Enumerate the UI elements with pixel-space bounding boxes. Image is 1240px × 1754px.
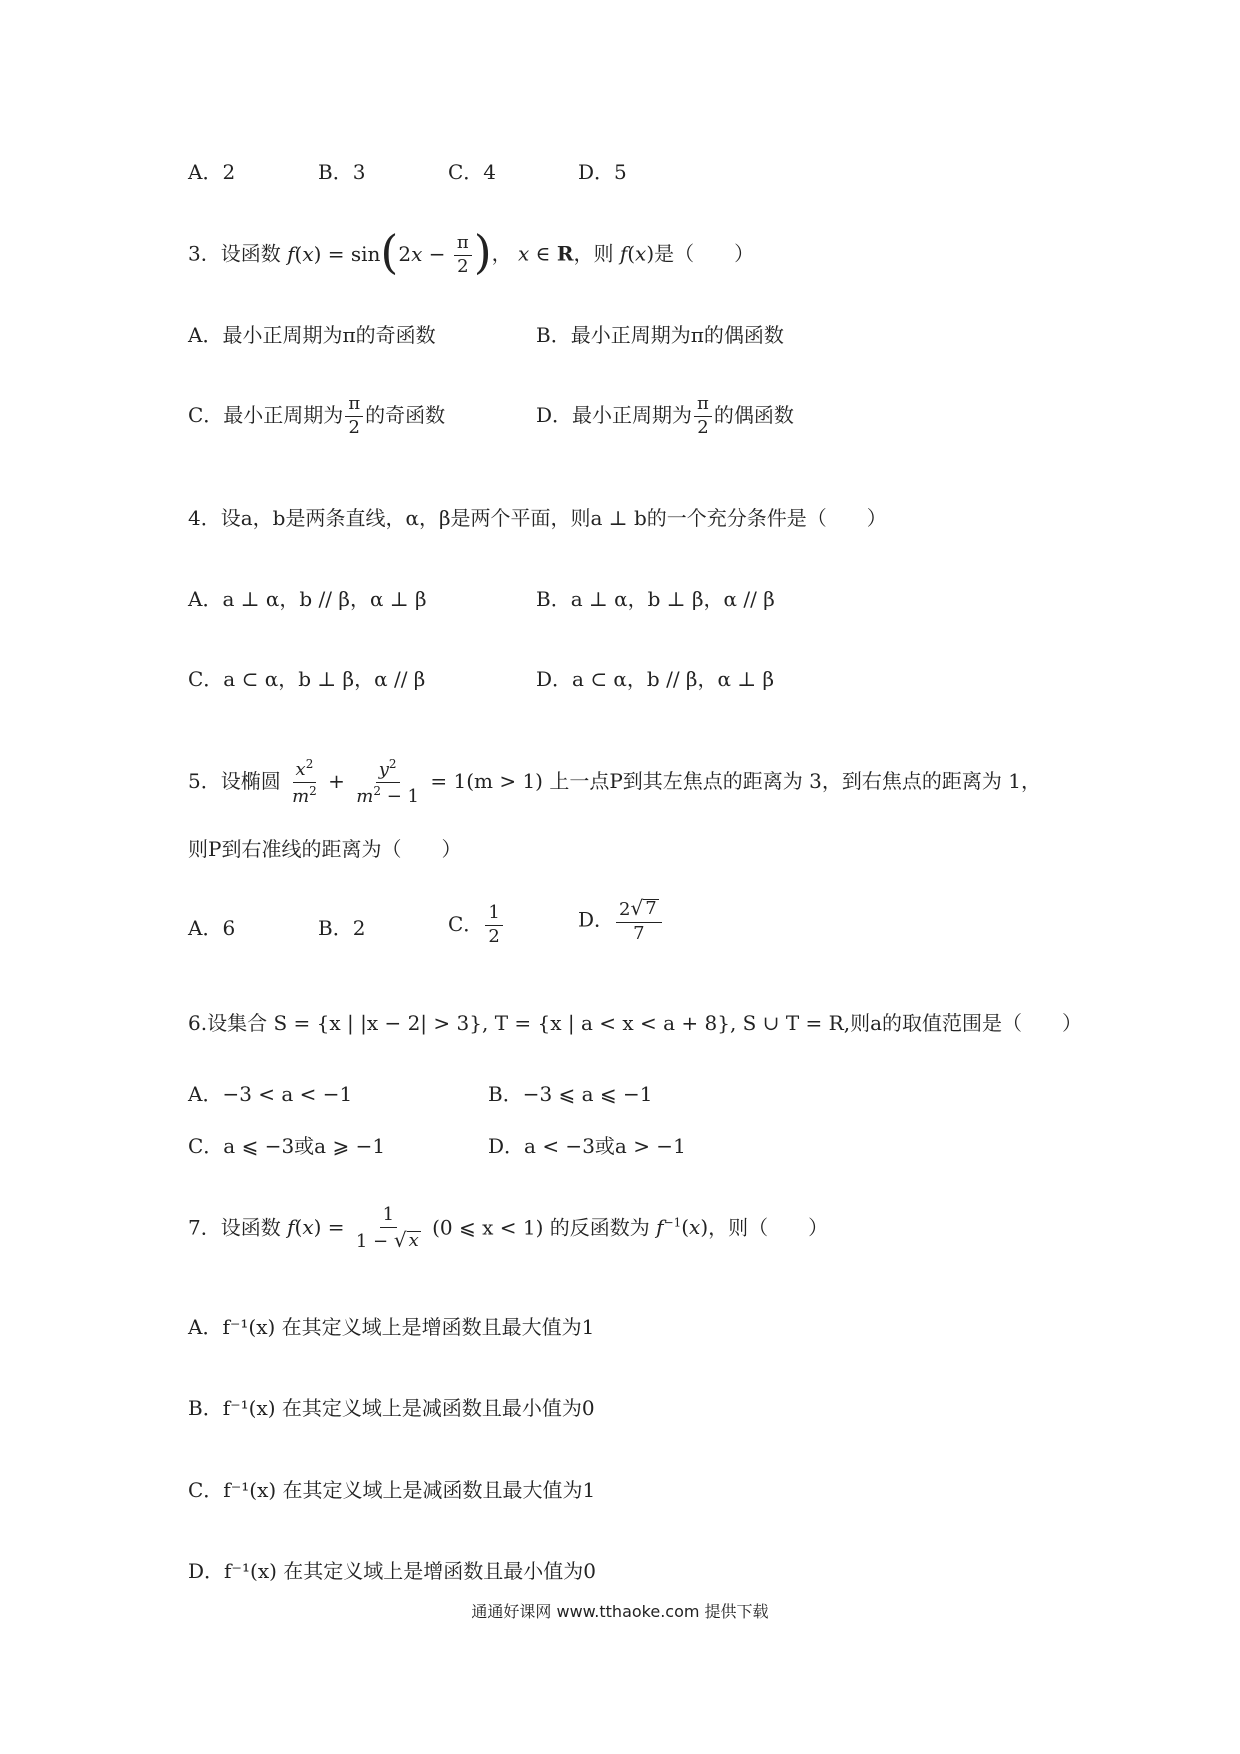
q7-close: ） [808, 1215, 829, 1240]
q5-close: ） [441, 837, 462, 861]
q5-option-b: B．2 [318, 916, 366, 940]
q6-stem: 6.设集合 S = {x | |x − 2| > 3}, T = {x | a < x < a + 8}, S ∪ T = R,则a的取值范围是（ ） [188, 1011, 1082, 1035]
q3-option-c-pre: C．最小正周期为 [188, 402, 344, 427]
q2-option-c: C．4 [448, 160, 497, 184]
q7-function-expression: f(x) = 1 1 − √ x [287, 1215, 426, 1239]
q4-option-c: C．a ⊂ α，b ⊥ β，α // β [188, 667, 426, 691]
q3-text-2: ， [491, 241, 512, 266]
q5-stem [188, 758, 1041, 807]
q6-option-c: C．a ⩽ −3或a ⩾ −1 [188, 1134, 386, 1158]
q7-option-b: B．f⁻¹(x) 在其定义域上是减函数且最小值为0 [188, 1396, 595, 1420]
q5-line-2 [188, 839, 461, 859]
q7-tail: ，则（ [708, 1215, 769, 1240]
q6-option-d: D．a < −3或a > −1 [488, 1134, 686, 1158]
q7-option-c: C．f⁻¹(x) 在其定义域上是减函数且最大值为1 [188, 1478, 596, 1502]
q5-option-a: A．6 [188, 916, 236, 940]
q5-option-d [578, 898, 664, 944]
set-t: T = {x | a < x < a + 8} [494, 1011, 730, 1035]
one-half-fraction: $\frac{1}{2}$ [485, 904, 502, 947]
q3-function-expression: f(x) = sin(2x − $\frac{\pi}{2}$ ) [287, 225, 492, 279]
pi-over-2-fraction: $\frac{\pi}{2}$ [694, 395, 712, 438]
q5-option-c [448, 904, 505, 947]
x2-over-m2-fraction: $\frac{x^2}{m^2}$ [292, 757, 317, 807]
q7-option-a: A．f⁻¹(x) 在其定义域上是增函数且最大值为1 [188, 1315, 595, 1339]
q5-option-d-label: D． [578, 907, 615, 932]
q5-condition: = 1(m > 1) [430, 768, 543, 793]
q3-text-5: ） [734, 241, 755, 266]
q7-condition: (0 ⩽ x < 1) [432, 1215, 544, 1240]
page-footer: 通通好课网 www.tthaoke.com 提供下载 [471, 1602, 769, 1621]
q3-option-d-pre: D．最小正周期为 [536, 402, 693, 427]
q3-option-c-post: 的奇函数 [365, 402, 446, 427]
q3-text-4: 是（ [654, 241, 695, 266]
q2-option-a: A．2 [188, 160, 236, 184]
pi-over-2-fraction: $\frac{\pi}{2}$ [454, 234, 472, 277]
q2-option-d: D．5 [578, 160, 627, 184]
q5-rest: 上一点P到其左焦点的距离为 3，到右焦点的距离为 1， [549, 768, 1041, 793]
union-condition: S ∪ T = R [742, 1011, 844, 1035]
q3-text-3: ，则 [573, 241, 614, 266]
q7-stem [188, 1206, 828, 1252]
q2-option-b: B．3 [318, 160, 366, 184]
pi-over-2-fraction: $\frac{\pi}{2}$ [345, 395, 363, 438]
two-root7-over-7-fraction: 2 √ 7 7 [616, 898, 662, 944]
q7-number: 7．设函数 [188, 1215, 281, 1240]
q4-option-a: A．a ⊥ α，b // β，α ⊥ β [188, 587, 427, 611]
q3-option-b: B．最小正周期为π的偶函数 [536, 323, 784, 347]
q4-option-b: B．a ⊥ α，b ⊥ β，α // β [536, 587, 775, 611]
q3-option-d-post: 的偶函数 [713, 402, 794, 427]
ellipse-equation: $\frac{x^2}{m^2}$ + $\frac{y^2}{m^2 - 1}$ [287, 769, 430, 793]
q4-stem [188, 508, 887, 528]
q3-option-c [188, 395, 445, 438]
q3-number: 3． [188, 241, 221, 266]
q4-close: ） [866, 506, 887, 530]
q3-fx: f(x) [619, 241, 655, 266]
q3-option-a: A．最小正周期为π的奇函数 [188, 323, 436, 347]
set-s: S = {x | |x − 2| > 3} [273, 1011, 482, 1035]
y2-over-m2-minus-1-fraction: $\frac{y^2}{m^2 - 1}$ [356, 757, 419, 807]
one-over-1-minus-root-x-fraction: 1 1 − √ x [355, 1204, 419, 1252]
q3-stem [188, 225, 755, 279]
q4-option-d: D．a ⊂ α，b // β，α ⊥ β [536, 667, 775, 691]
q7-option-d: D．f⁻¹(x) 在其定义域上是增函数且最小值为0 [188, 1559, 596, 1583]
q7-mid: 的反函数为 [549, 1215, 650, 1240]
q5-number: 5．设椭圆 [188, 768, 281, 793]
q3-option-d [536, 395, 794, 438]
q5-option-c-label: C． [448, 911, 484, 936]
q6-number: 6.设集合 [188, 1011, 268, 1035]
inverse-function: $f^{-1}(x)$ [656, 1215, 709, 1240]
q3-domain: x ∈ R [518, 241, 574, 266]
q3-text-1: 设函数 [220, 241, 281, 266]
q5-line-2-text: 则P到右准线的距离为（ [188, 837, 402, 861]
q6-close: ） [1062, 1011, 1082, 1035]
q6-option-b: B．−3 ⩽ a ⩽ −1 [488, 1082, 653, 1106]
q4-stem-text: 4．设a，b是两条直线，α，β是两个平面，则a ⊥ b的一个充分条件是（ [188, 506, 827, 530]
q6-option-a: A．−3 < a < −1 [188, 1082, 353, 1106]
q6-tail: ,则a的取值范围是（ [843, 1011, 1022, 1035]
